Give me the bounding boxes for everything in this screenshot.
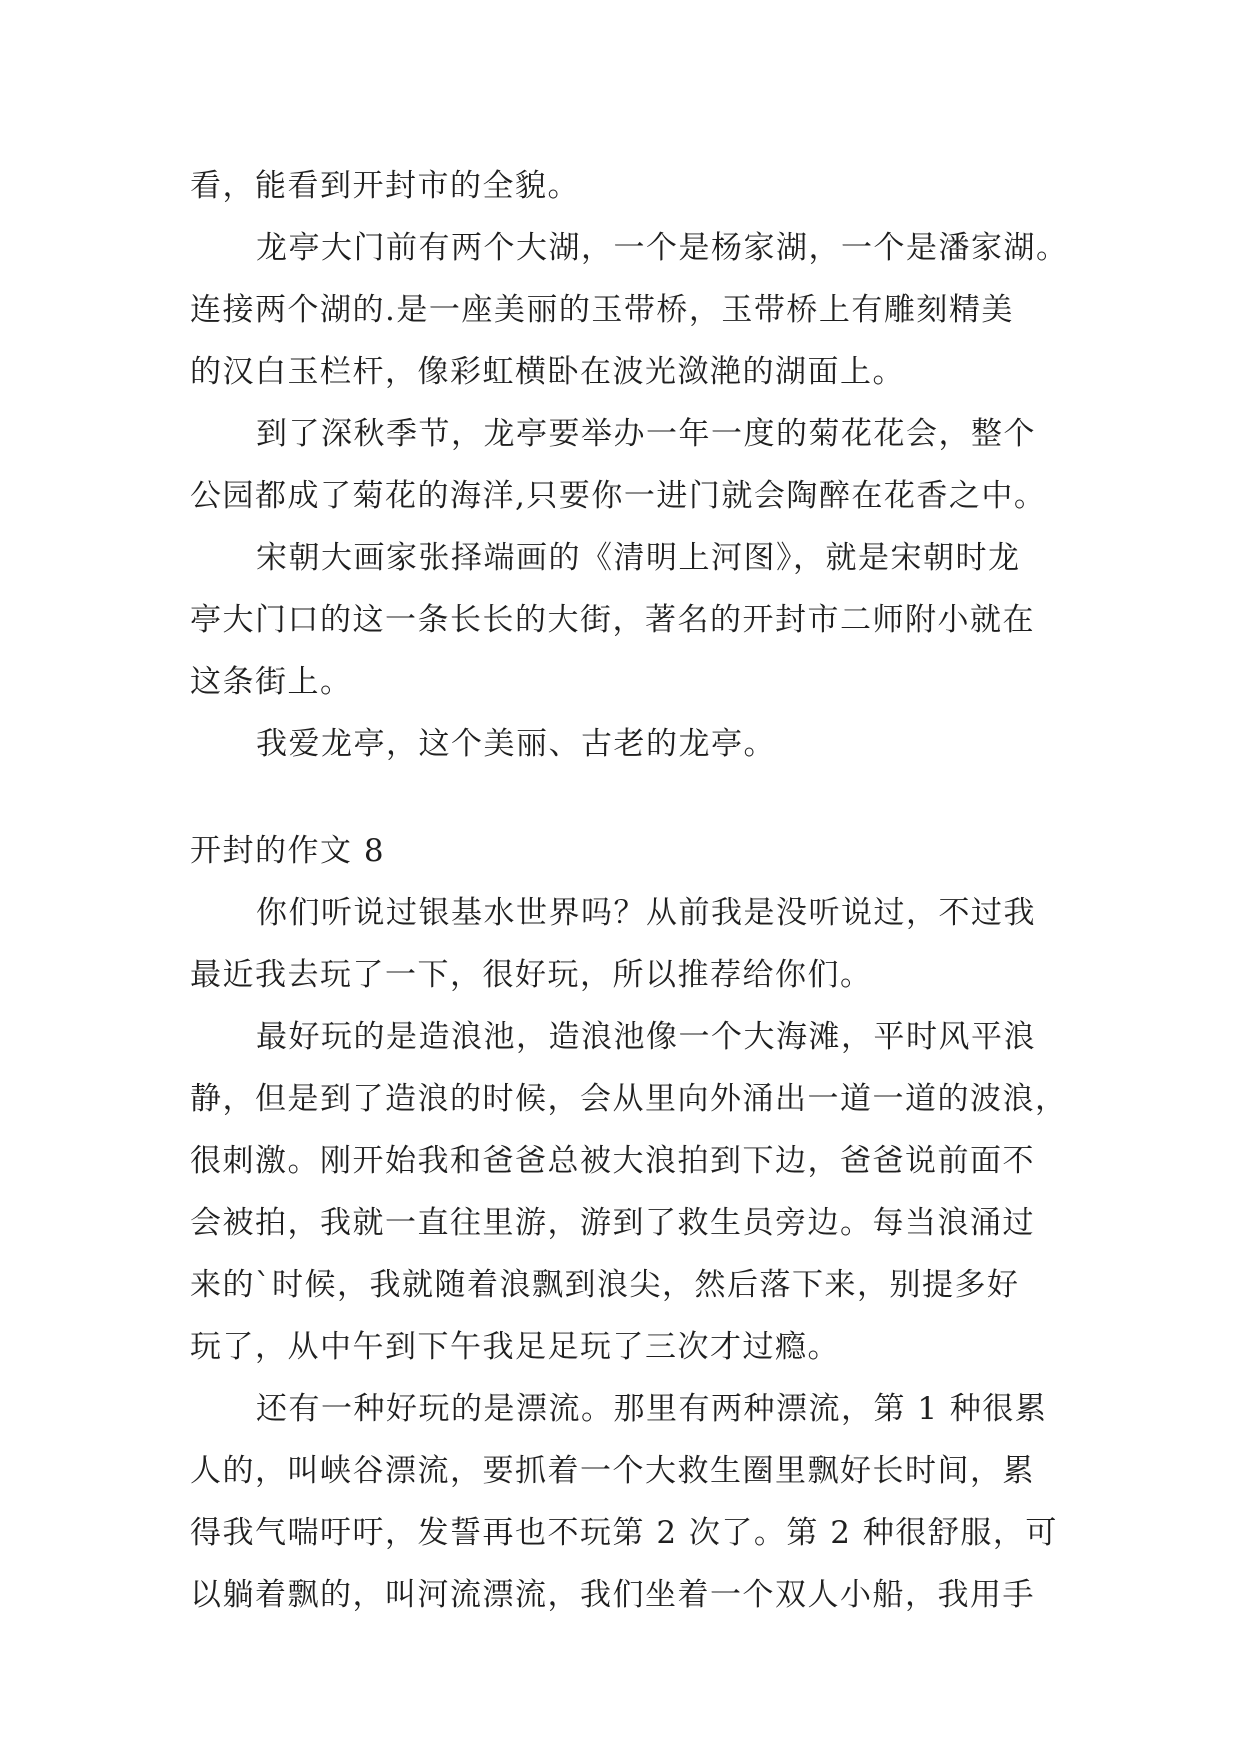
- text-line: 的汉白玉栏杆，像彩虹横卧在波光潋滟的湖面上。: [190, 354, 905, 390]
- text-line: 到了深秋季节，龙亭要举办一年一度的菊花花会，整个: [256, 416, 1036, 452]
- essay-section-continued: [190, 155, 1069, 775]
- text-line: 以躺着飘的，叫河流漂流，我们坐着一个双人小船，我用手: [190, 1577, 1035, 1613]
- text-line: 得我气喘吁吁，发誓再也不玩第 2 次了。第 2 种很舒服，可: [190, 1515, 1058, 1551]
- text-line: 连接两个湖的.是一座美丽的玉带桥，玉带桥上有雕刻精美: [190, 292, 1014, 328]
- text-line: 人的，叫峡谷漂流，要抓着一个大救生圈里飘好长时间，累: [190, 1453, 1035, 1489]
- text-line: 还有一种好玩的是漂流。那里有两种漂流，第 1 种很累: [256, 1391, 1048, 1427]
- text-line: 静，但是到了造浪的时候，会从里向外涌出一道一道的波浪，: [190, 1081, 1068, 1117]
- text-line: 你们听说过银基水世界吗？从前我是没听说过，不过我: [256, 895, 1036, 931]
- text-line: 这条街上。: [190, 664, 353, 700]
- text-line: 亭大门口的这一条长长的大街，著名的开封市二师附小就在: [190, 602, 1035, 638]
- section-gap: [190, 775, 1060, 820]
- text-line: 玩了，从中午到下午我足足玩了三次才过瘾。: [190, 1329, 840, 1365]
- text-line: 龙亭大门前有两个大湖，一个是杨家湖，一个是潘家湖。: [256, 230, 1069, 266]
- text-line: 很刺激。刚开始我和爸爸总被大浪拍到下边，爸爸说前面不: [190, 1143, 1035, 1179]
- text-line: 会被拍，我就一直往里游，游到了救生员旁边。每当浪涌过: [190, 1205, 1035, 1241]
- essay-heading: 开封的作文 8: [190, 833, 386, 869]
- text-line: 最近我去玩了一下，很好玩，所以推荐给你们。: [190, 957, 873, 993]
- essay-section-8: [190, 882, 1068, 1626]
- text-line: 来的`时候，我就随着浪飘到浪尖，然后落下来，别提多好: [190, 1267, 1020, 1303]
- text-line: 公园都成了菊花的海洋,只要你一进门就会陶醉在花香之中。: [190, 478, 1047, 514]
- text-line: 宋朝大画家张择端画的《清明上河图》，就是宋朝时龙: [256, 540, 1021, 576]
- document-body: [190, 155, 1069, 1626]
- text-line: 最好玩的是造浪池，造浪池像一个大海滩，平时风平浪: [256, 1019, 1036, 1055]
- text-line: 看，能看到开封市的全貌。: [190, 168, 580, 204]
- text-line: 我爱龙亭，这个美丽、古老的龙亭。: [256, 726, 776, 762]
